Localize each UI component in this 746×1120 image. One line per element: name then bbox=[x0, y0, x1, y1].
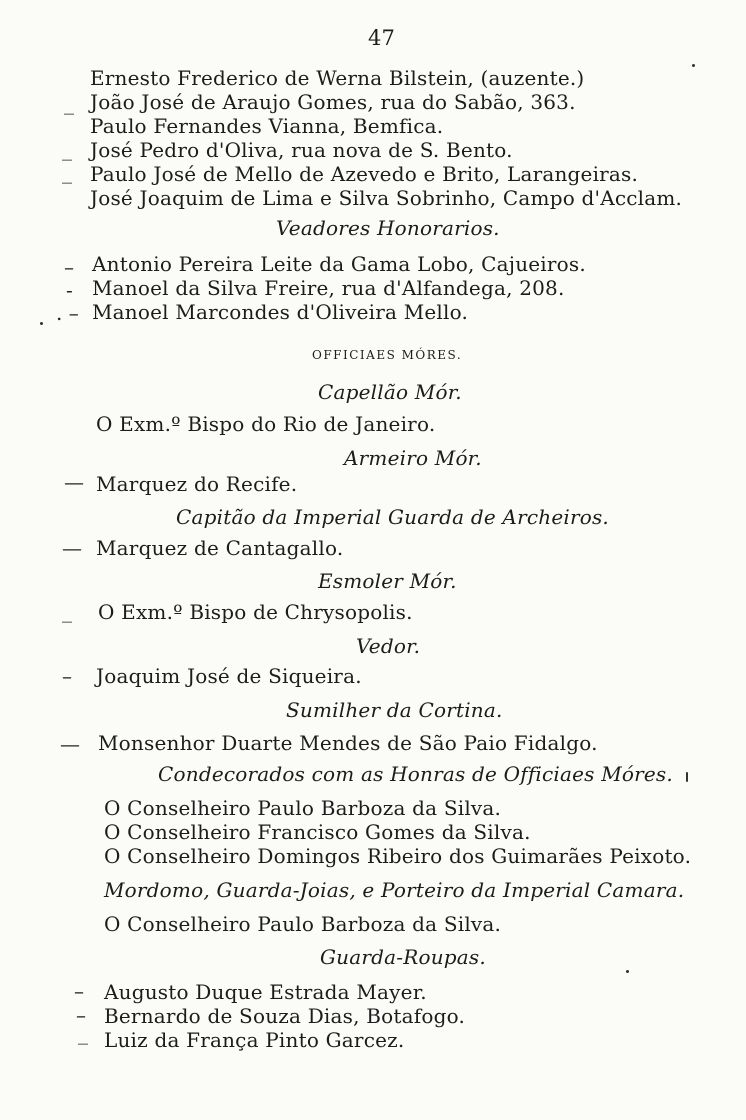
section-title: OFFICIAES MÓRES. bbox=[312, 348, 463, 362]
margin-dash: - bbox=[66, 278, 73, 302]
section-heading: Condecorados com as Honras de Officiaes Móres. bbox=[158, 762, 673, 786]
section-heading: Veadores Honorarios. bbox=[276, 216, 500, 240]
ink-speck bbox=[40, 322, 43, 325]
text-line: Bernardo de Souza Dias, Botafogo. bbox=[104, 1004, 466, 1028]
text-line: O Exm.º Bispo de Chrysopolis. bbox=[98, 600, 413, 624]
section-heading: Guarda-Roupas. bbox=[320, 945, 486, 969]
text-line: Augusto Duque Estrada Mayer. bbox=[104, 980, 427, 1004]
text-line: Antonio Pereira Leite da Gama Lobo, Cajueiros. bbox=[92, 252, 586, 276]
margin-dash: – bbox=[62, 664, 72, 688]
section-heading: Vedor. bbox=[356, 634, 421, 658]
text-line: Joaquim José de Siqueira. bbox=[96, 664, 362, 688]
text-line: Manoel Marcondes d'Oliveira Mello. bbox=[92, 300, 469, 324]
margin-dash: – bbox=[76, 1003, 86, 1027]
section-heading: Mordomo, Guarda-Joias, e Porteiro da Imperial Camara. bbox=[104, 878, 685, 902]
margin-dash: _ bbox=[62, 137, 72, 161]
text-line: João José de Araujo Gomes, rua do Sabão, 363. bbox=[90, 90, 576, 114]
text-line: O Conselheiro Francisco Gomes da Silva. bbox=[104, 820, 531, 844]
section-heading: Capitão da Imperial Guarda de Archeiros. bbox=[176, 505, 609, 529]
text-line: O Conselheiro Paulo Barboza da Silva. bbox=[104, 796, 502, 820]
margin-dash: – bbox=[64, 255, 74, 279]
text-line: Marquez do Recife. bbox=[96, 472, 298, 496]
text-line: Ernesto Frederico de Werna Bilstein, (auzente.) bbox=[90, 66, 585, 90]
margin-dash: _ bbox=[62, 160, 72, 184]
text-line: Luiz da França Pinto Garcez. bbox=[104, 1028, 405, 1052]
text-line: O Exm.º Bispo do Rio de Janeiro. bbox=[96, 412, 436, 436]
margin-dash: — bbox=[64, 470, 84, 494]
section-heading: Capellão Mór. bbox=[318, 380, 462, 404]
text-line: José Pedro d'Oliva, rua nova de S. Bento. bbox=[90, 138, 513, 162]
text-line: Manoel da Silva Freire, rua d'Alfandega, 208. bbox=[92, 276, 565, 300]
text-line: Paulo Fernandes Vianna, Bemfica. bbox=[90, 114, 444, 138]
text-line: José Joaquim de Lima e Silva Sobrinho, Campo d'Acclam. bbox=[90, 186, 683, 210]
ink-speck bbox=[626, 970, 629, 973]
ink-speck bbox=[686, 772, 688, 782]
text-line: O Conselheiro Paulo Barboza da Silva. bbox=[104, 912, 502, 936]
section-heading: Armeiro Mór. bbox=[344, 446, 482, 470]
margin-dash: – bbox=[74, 979, 84, 1003]
margin-dash: _ bbox=[78, 1021, 88, 1045]
margin-dash: _ bbox=[62, 599, 72, 623]
text-line: Marquez de Cantagallo. bbox=[96, 536, 344, 560]
section-heading: Esmoler Mór. bbox=[318, 569, 457, 593]
margin-dash: _ bbox=[64, 91, 74, 115]
text-line: Monsenhor Duarte Mendes de São Paio Fidalgo. bbox=[98, 731, 598, 755]
text-line: O Conselheiro Domingos Ribeiro dos Guimarães Peixoto. bbox=[104, 844, 692, 868]
page-number: 47 bbox=[368, 26, 396, 50]
text-line: Paulo José de Mello de Azevedo e Brito, Larangeiras. bbox=[90, 162, 639, 186]
margin-dash: — bbox=[62, 536, 82, 560]
section-heading: Sumilher da Cortina. bbox=[286, 698, 503, 722]
margin-dash: . – bbox=[56, 301, 79, 325]
ink-speck bbox=[692, 64, 695, 67]
margin-dash: — bbox=[60, 732, 80, 756]
